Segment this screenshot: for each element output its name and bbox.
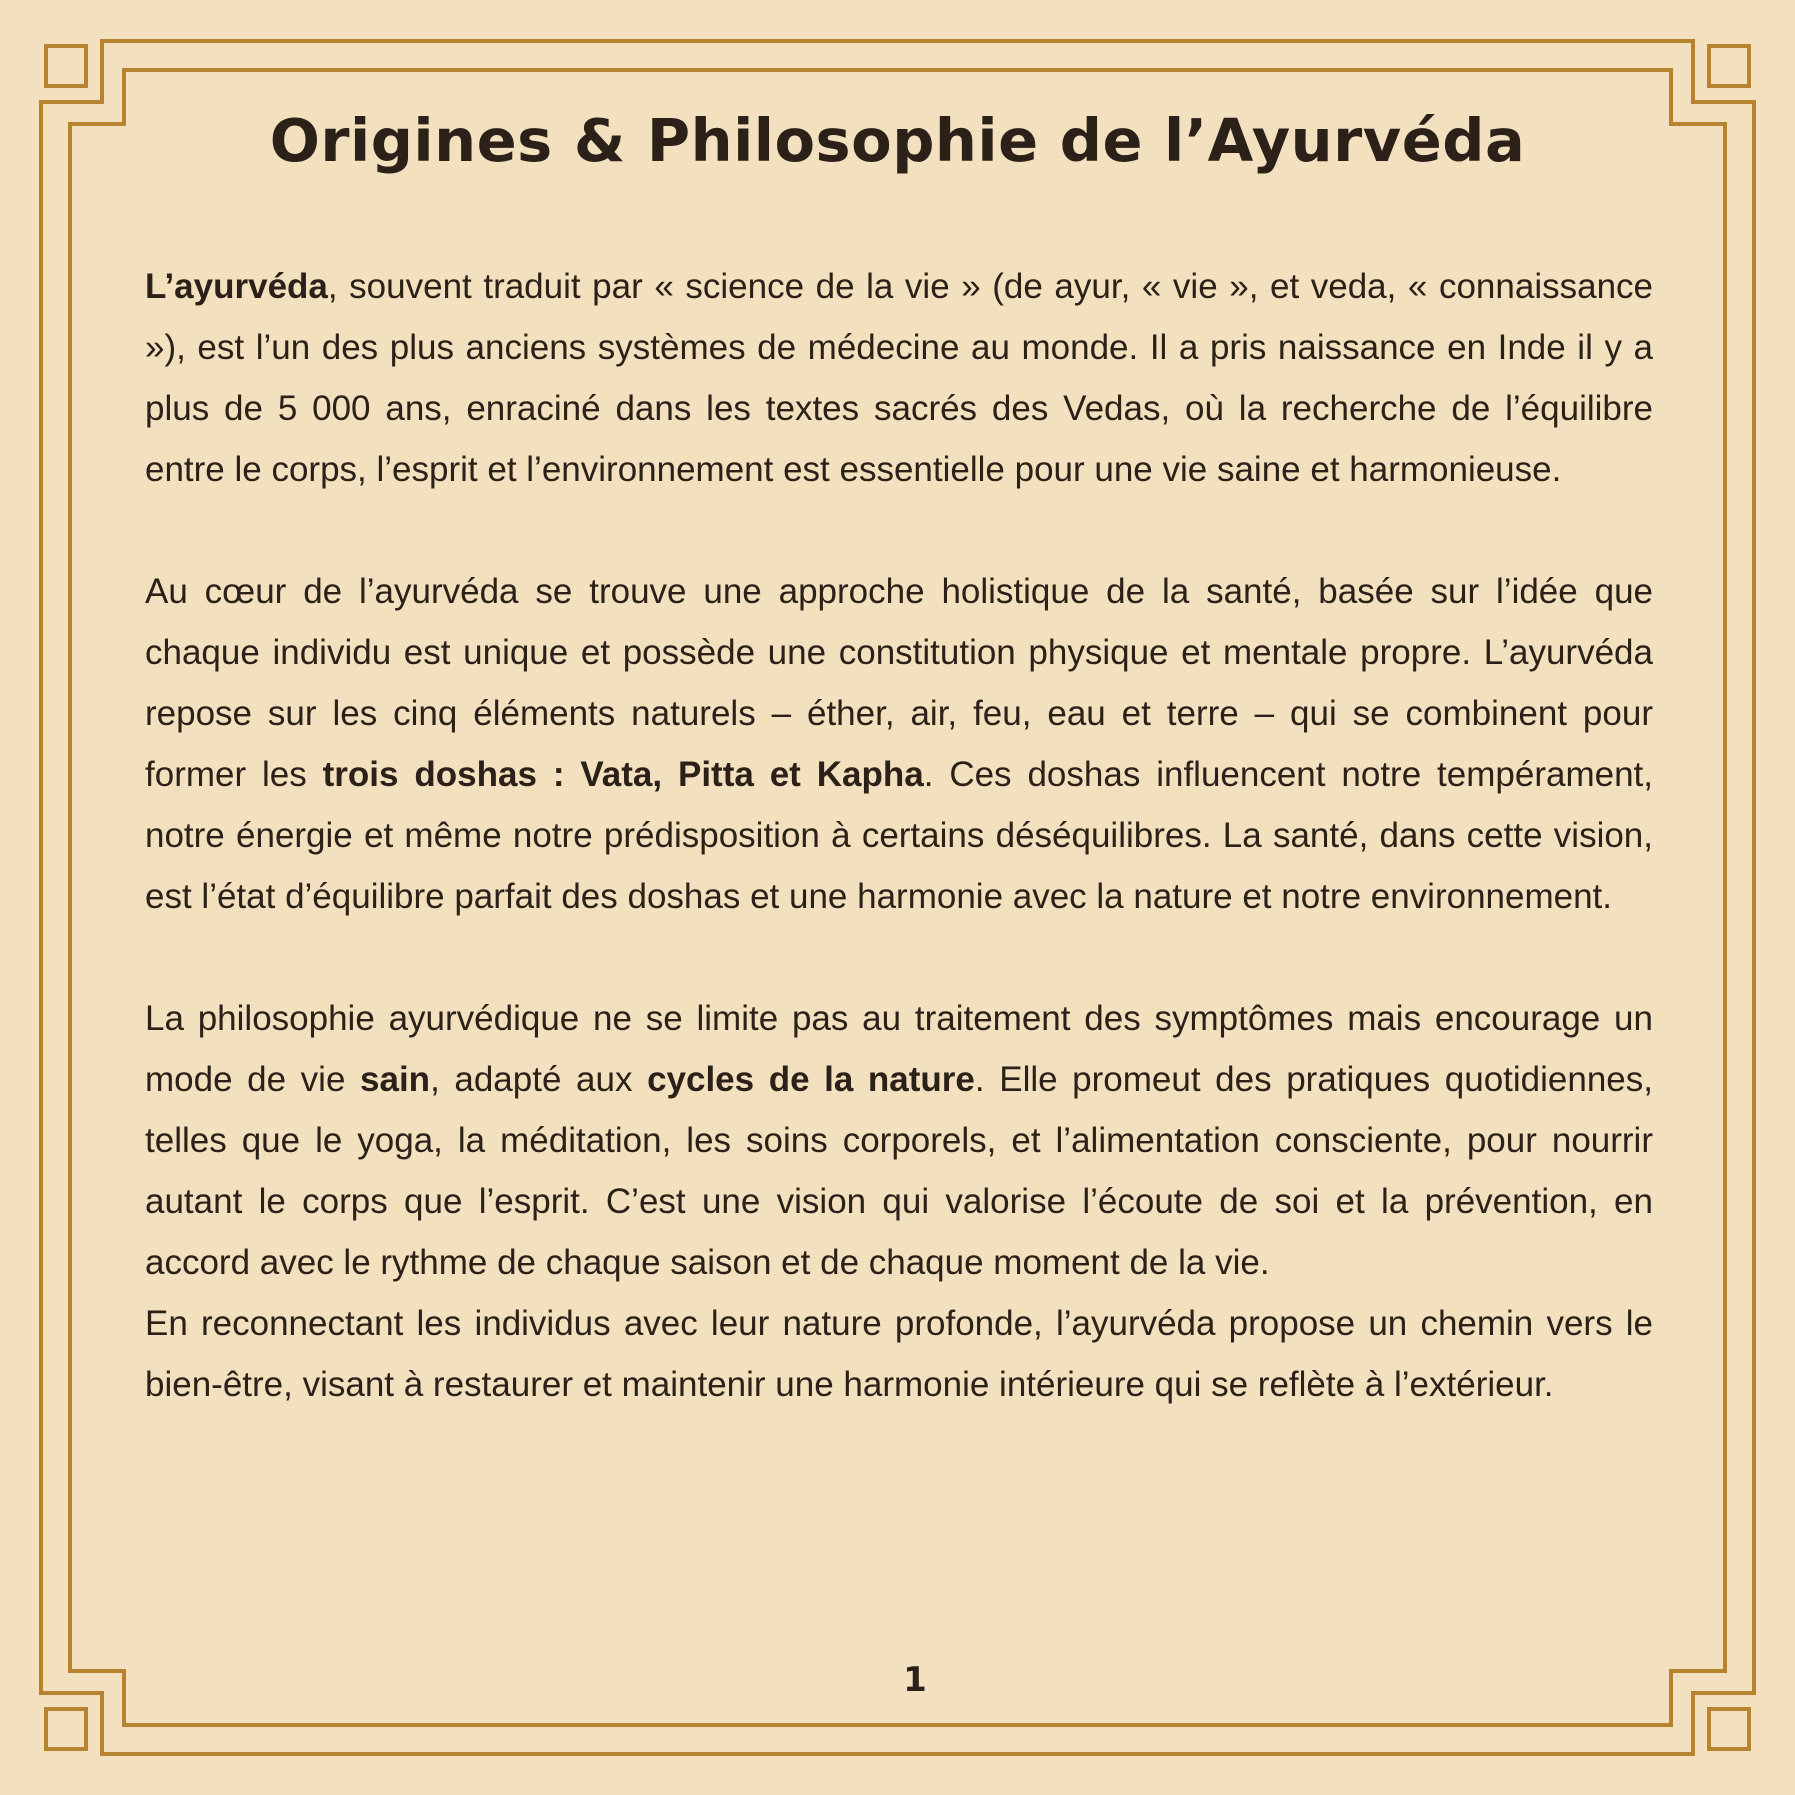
paragraph-intro: L’ayurvéda, souvent traduit par « science de la vie » (de ayur, « vie », et veda, « connaissance »), est l’un des plus anciens systèmes de médecine au monde. Il a pris naissance en Inde il y a plus de 5 000 ans, enraciné dans les textes sacrés des Vedas, où la recherche de l’équilibre entre le corps, l’esprit et l’environnement est essentielle pour une vie saine et harmonieuse. [145, 267, 1653, 489]
paragraph-doshas: Au cœur de l’ayurvéda se trouve une approche holistique de la santé, basée sur l’idée que chaque individu est unique et possède une constitution physique et mentale propre. L’ayurvéda repose sur les cinq éléments naturels – éther, air, feu, eau et terre – qui se combinent pour former les trois doshas : Vata, Pitta et Kapha. Ces doshas influencent notre tempérament, notre énergie et même notre prédisposition à certains déséquilibres. La santé, dans cette vision, est l’état d’équilibre parfait des doshas et une harmonie avec la nature et notre environnement. [145, 572, 1653, 916]
page-title: Origines & Philosophie de l’Ayurvéda [269, 106, 1526, 175]
paragraph-philosophy: La philosophie ayurvédique ne se limite pas au traitement des symptômes mais encourage un mode de vie sain, adapté aux cycles de la nature. Elle promeut des pratiques quotidiennes, telles que le yoga, la méditation, les soins corporels, et l’alimentation consciente, pour nourrir autant le corps que l’esprit. C’est une vision qui valorise l’écoute de soi et la prévention, en accord avec le rythme de chaque saison et de chaque moment de la vie. [145, 999, 1653, 1282]
page-number: 1 [903, 1660, 927, 1700]
body-text [145, 256, 1653, 1415]
paragraph-conclusion: En reconnectant les individus avec leur nature profonde, l’ayurvéda propose un chemin vers le bien-être, visant à restaurer et maintenir une harmonie intérieure qui se reflète à l’extérieur. [145, 1304, 1653, 1404]
